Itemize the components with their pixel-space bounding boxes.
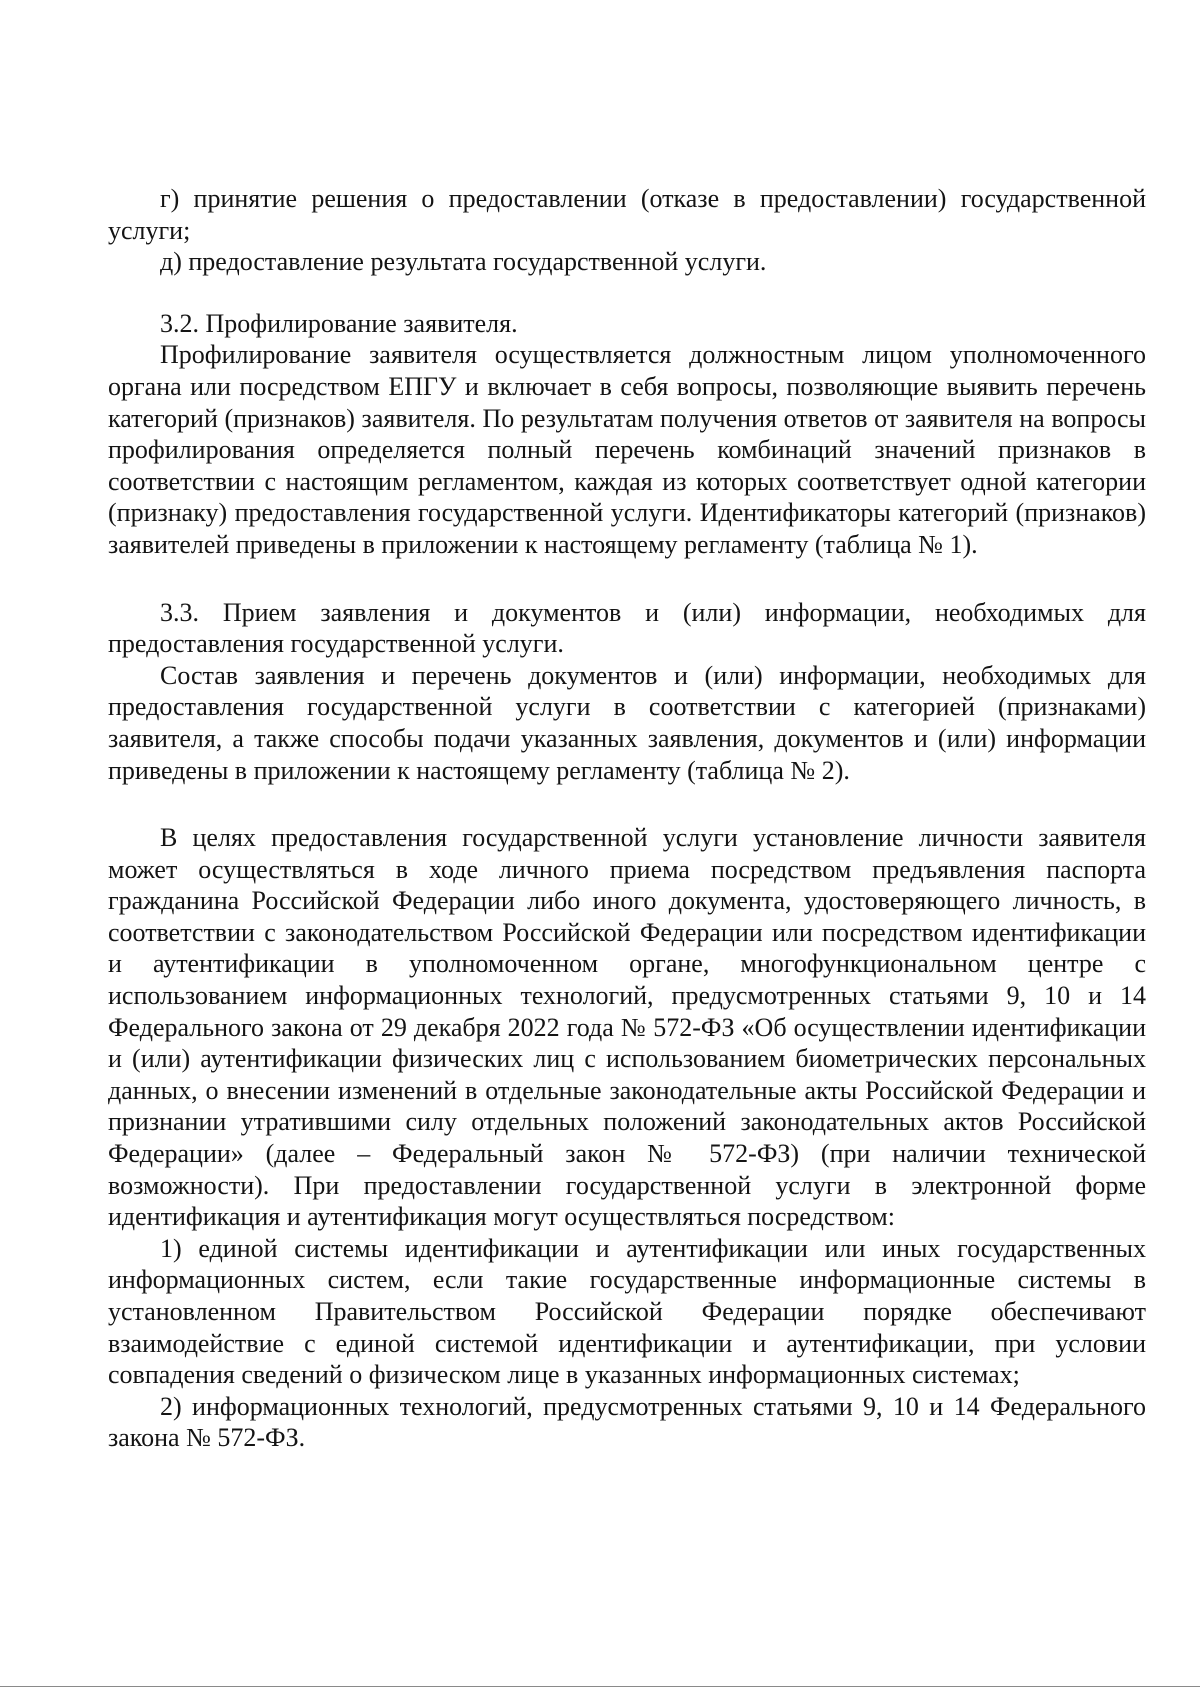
list-item-g: г) принятие решения о предоставлении (отказе в предоставлении) государственной услуги; <box>108 184 1146 245</box>
document-page <box>108 183 1146 1454</box>
identification-paragraph: В целях предоставления государственной услуги установление личности заявителя может осуществляться в ходе личного приема посредством предъявления паспорта гражданина Российской Федерации либо иного документа, удостоверяющего личность, в соответствии с законодательством Российской Федерации или посредством идентификации и аутентификации в уполномоченном органе, многофункциональном центре с использованием информационных технологий, предусмотренных статьями 9, 10 и 14 Федерального закона от 29 декабря 2022 года № 572-ФЗ «Об осуществлении идентификации и (или) аутентификации физических лиц с использованием биометрических персональных данных, о внесении изменений в отдельные законодательные акты Российской Федерации и признании утратившими силу отдельных положений законодательных актов Российской Федерации» (далее – Федеральный закон № 572-ФЗ) (при наличии технической возможности). При предоставлении государственной услуги в электронной форме идентификация и аутентификация могут осуществляться посредством: <box>108 823 1146 1232</box>
identification-list-item-1: 1) единой системы идентификации и аутентификации или иных государственных информационных систем, если такие государственные информационные системы в установленном Правительством Российской Федерации порядке обеспечивают взаимодействие с единой системой идентификации и аутентификации, при условии совпадения сведений о физическом лице в указанных информационных системах; <box>108 1233 1146 1390</box>
list-item-d: д) предоставление результата государственной услуги. <box>160 247 767 277</box>
page-bottom-rule <box>0 1686 1200 1687</box>
spacer <box>108 786 1146 822</box>
section-3-3-paragraph: Состав заявления и перечень документов и (или) информации, необходимых для предоставления государственной услуги в соответствии с категорией (признаками) заявителя, а также способы подачи указанных заявления, документов и (или) информации приведены в приложении к настоящему регламенту (таблица № 2). <box>108 660 1146 785</box>
spacer <box>108 561 1146 597</box>
section-3-3-heading: 3.3. Прием заявления и документов и (или) информации, необходимых для предоставления государственной услуги. <box>108 597 1146 659</box>
section-3-2-paragraph: Профилирование заявителя осуществляется должностным лицом уполномоченного органа или посредством ЕПГУ и включает в себя вопросы, позволяющие выявить перечень категорий (признаков) заявителя. По результатам получения ответов от заявителя на вопросы профилирования определяется полный перечень комбинаций значений признаков в соответствии с настоящим регламентом, каждая из которых соответствует одной категории (признаку) предоставления государственной услуги. Идентификаторы категорий (признаков) заявителей приведены в приложении к настоящему регламенту (таблица № 1). <box>108 340 1146 559</box>
section-3-2-heading: 3.2. Профилирование заявителя. <box>160 308 518 338</box>
spacer <box>108 278 1146 308</box>
identification-list-item-2: 2) информационных технологий, предусмотренных статьями 9, 10 и 14 Федерального закона № 572-ФЗ. <box>108 1391 1146 1453</box>
